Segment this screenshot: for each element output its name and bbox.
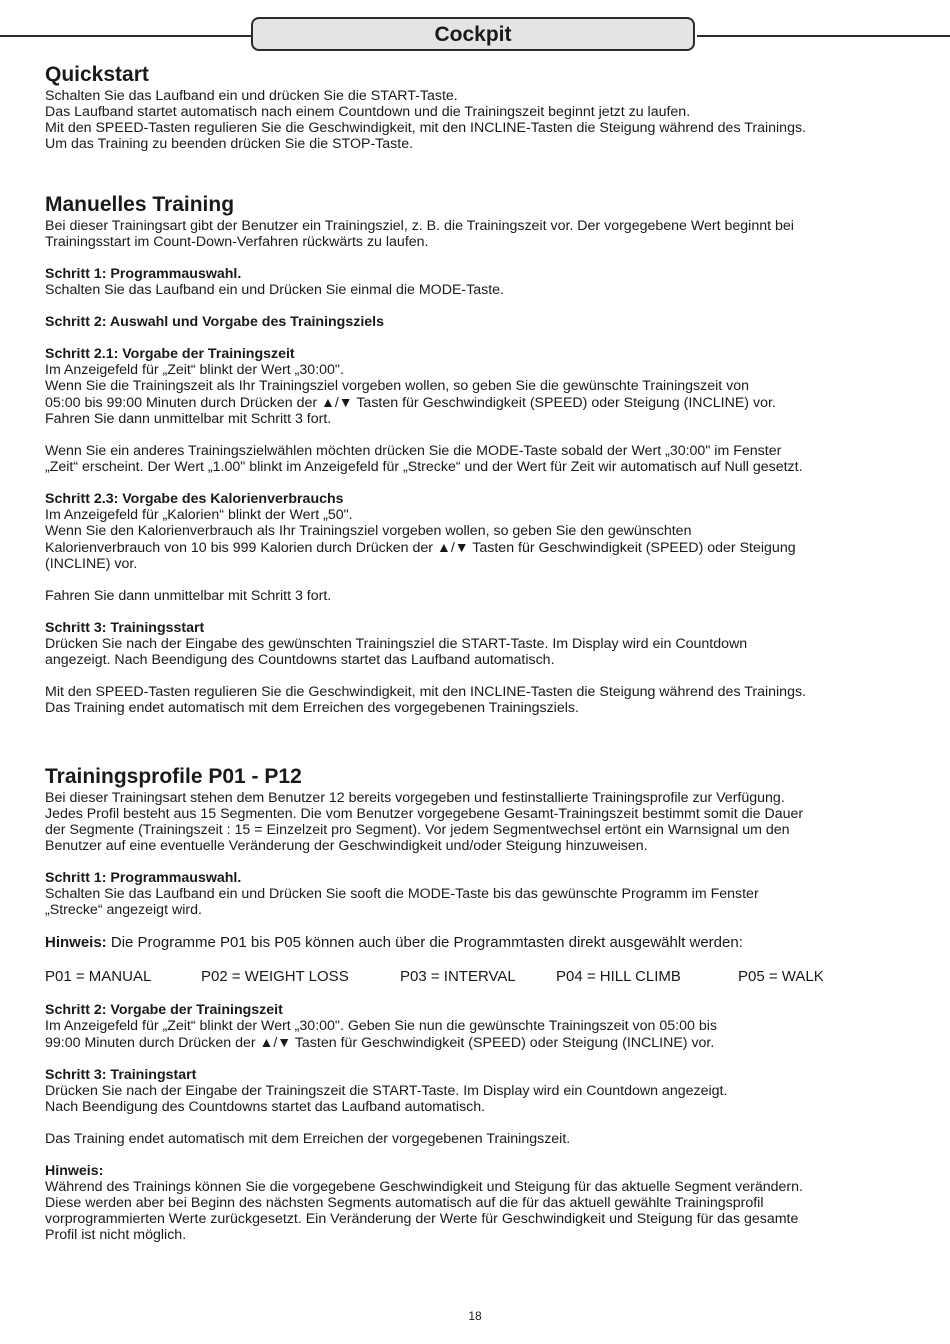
manual-intro-line: Trainingsstart im Count-Down-Verfahren rückwärts zu laufen.	[45, 234, 429, 250]
profiles-step2-line: 99:00 Minuten durch Drücken der ▲/▼ Tasten für Geschwindigkeit (SPEED) oder Steigung (INCLINE) vor.	[45, 1034, 715, 1051]
profiles-intro-line: Benutzer auf eine eventuelle Veränderung der Geschwindigkeit und/oder Steigung hinzuweisen.	[45, 838, 648, 854]
profiles-hint2-line: Während des Trainings können Sie die vorgegebene Geschwindigkeit und Steigung für das aktuelle Segment verändern.	[45, 1179, 803, 1195]
section-title-box	[251, 17, 695, 51]
quickstart-line: Schalten Sie das Laufband ein und drücken Sie die START-Taste.	[45, 88, 458, 104]
manual-step1-text: Schalten Sie das Laufband ein und Drücken Sie einmal die MODE-Taste.	[45, 282, 504, 298]
program-item: P02 = WEIGHT LOSS	[201, 968, 349, 985]
manual-step21-title: Schritt 2.1: Vorgabe der Trainingszeit	[45, 346, 295, 362]
profiles-heading: Trainingsprofile P01 - P12	[45, 765, 302, 788]
manual-end-line: Das Training endet automatisch mit dem Erreichen des vorgegebenen Trainingsziels.	[45, 700, 579, 716]
program-item: P05 = WALK	[738, 968, 824, 985]
manual-step21-line: Fahren Sie dann unmittelbar mit Schritt 3 fort.	[45, 411, 332, 427]
manual-mode-line: „Zeit“ erscheint. Der Wert „1.00" blinkt im Anzeigefeld für „Strecke“ und der Wert für Zeit wir automatisch auf Null gesetzt.	[45, 459, 803, 475]
quickstart-heading: Quickstart	[45, 63, 149, 86]
profiles-hint	[45, 934, 915, 952]
profiles-step1-line: Schalten Sie das Laufband ein und Drücken Sie sooft die MODE-Taste bis das gewünschte Programm im Fenster	[45, 886, 759, 902]
program-item: P03 = INTERVAL	[400, 968, 516, 985]
program-list	[45, 968, 915, 986]
profiles-intro-line: der Segmente (Trainingszeit : 15 = Einzelzeit pro Segment). Vor jedem Segmentwechsel ertönt ein Warnsignal um den	[45, 822, 790, 838]
quickstart-line: Das Laufband startet automatisch nach einem Countdown und die Trainingszeit beginnt jetzt zu laufen.	[45, 104, 691, 120]
manual-step21-line: 05:00 bis 99:00 Minuten durch Drücken der ▲/▼ Tasten für Geschwindigkeit (SPEED) oder Steigung (INCLINE) vor.	[45, 394, 776, 411]
manual-step3-line: angezeigt. Nach Beendigung des Countdowns startet das Laufband automatisch.	[45, 652, 555, 668]
manual-step3-title: Schritt 3: Trainingsstart	[45, 620, 205, 636]
profiles-hint2-line: vorprogrammierten Werte zurückgesetzt. Ein Veränderung der Werte für Geschwindigkeit und Steigung für das gesamte	[45, 1211, 799, 1227]
profiles-step2-title: Schritt 2: Vorgabe der Trainingszeit	[45, 1002, 283, 1018]
arrow-up-down-icon: ▲/▼	[259, 1034, 292, 1050]
arrow-up-down-icon: ▲/▼	[321, 394, 353, 410]
program-item: P01 = MANUAL	[45, 968, 152, 985]
manual-step23-title: Schritt 2.3: Vorgabe des Kalorienverbrauchs	[45, 491, 344, 507]
profiles-step3-line: Drücken Sie nach der Eingabe der Trainingszeit die START-Taste. Im Display wird ein Countdown angezeigt.	[45, 1083, 728, 1099]
manual-step23-line: (INCLINE) vor.	[45, 556, 138, 572]
profiles-intro-line: Bei dieser Trainingsart stehen dem Benutzer 12 bereits vorgegeben und festinstallierte Trainingsprofile zur Verfügung.	[45, 790, 785, 806]
profiles-hint2-line: Profil ist nicht möglich.	[45, 1227, 187, 1243]
manual-mode-line: Wenn Sie ein anderes Trainingszielwählen möchten drücken Sie die MODE-Taste sobald der Wert „30:00" im Fenster	[45, 443, 782, 459]
manual-step3-line: Drücken Sie nach der Eingabe des gewünschten Trainingsziel die START-Taste. Im Display wird ein Countdown	[45, 636, 748, 652]
profiles-step3-line: Nach Beendigung des Countdowns startet das Laufband automatisch.	[45, 1099, 486, 1115]
profiles-end-text: Das Training endet automatisch mit dem Erreichen der vorgegebenen Trainingszeit.	[45, 1131, 571, 1147]
manual-step1-title: Schritt 1: Programmauswahl.	[45, 266, 242, 282]
profiles-intro-line: Jedes Profil besteht aus 15 Segmenten. Die vom Benutzer vorgegebene Gesamt-Trainingszeit bestimmt somit die Dauer	[45, 806, 804, 822]
manual-end-line: Mit den SPEED-Tasten regulieren Sie die Geschwindigkeit, mit den INCLINE-Tasten die Steigung während des Trainings.	[45, 684, 806, 700]
profiles-step1-line: „Strecke“ angezeigt wird.	[45, 902, 202, 918]
manual-step21-line: Wenn Sie die Trainingszeit als Ihr Trainingsziel vorgeben wollen, so geben Sie die gewünschte Trainingszeit von	[45, 378, 749, 394]
page-content	[45, 62, 915, 1243]
quickstart-line: Mit den SPEED-Tasten regulieren Sie die Geschwindigkeit, mit den INCLINE-Tasten die Steigung während des Trainings.	[45, 120, 806, 136]
manual-step2-title: Schritt 2: Auswahl und Vorgabe des Trainingsziels	[45, 314, 384, 330]
profiles-step1-title: Schritt 1: Programmauswahl.	[45, 870, 242, 886]
manual-heading: Manuelles Training	[45, 193, 235, 216]
page-number: 18	[468, 1309, 482, 1323]
manual-intro-line: Bei dieser Trainingsart gibt der Benutzer ein Trainingsziel, z. B. die Trainingszeit vor. Der vorgegebene Wert beginnt bei	[45, 218, 794, 234]
header-rule-left	[0, 35, 252, 37]
profiles-hint-label: Hinweis:	[45, 934, 107, 951]
program-item: P04 = HILL CLIMB	[556, 968, 681, 985]
quickstart-line: Um das Training zu beenden drücken Sie die STOP-Taste.	[45, 136, 414, 152]
manual-step23-line: Kalorienverbrauch von 10 bis 999 Kalorien durch Drücken der ▲/▼ Tasten für Geschwindigkeit (SPEED) oder Steigung	[45, 539, 796, 556]
profiles-hint-text: Die Programme P01 bis P05 können auch über die Programmtasten direkt ausgewählt werden:	[110, 934, 743, 951]
profiles-hint2-line: Diese werden aber bei Beginn des nächsten Segments automatisch auf die für das aktuell gewählte Trainingsprofil	[45, 1195, 764, 1211]
arrow-up-down-icon: ▲/▼	[436, 539, 469, 555]
manual-step23-line: Im Anzeigefeld für „Kalorien“ blinkt der Wert „50".	[45, 507, 353, 523]
profiles-step3-title: Schritt 3: Trainingstart	[45, 1067, 197, 1083]
manual-step23-line: Wenn Sie den Kalorienverbrauch als Ihr Trainingsziel vorgeben wollen, so geben Sie den gewünschten	[45, 523, 692, 539]
profiles-step2-line: Im Anzeigefeld für „Zeit“ blinkt der Wert „30:00". Geben Sie nun die gewünschte Trainingszeit von 05:00 bis	[45, 1018, 717, 1034]
manual-step23-line: Fahren Sie dann unmittelbar mit Schritt 3 fort.	[45, 588, 332, 604]
section-title: Cockpit	[434, 23, 512, 46]
header-rule-right	[697, 35, 950, 37]
profiles-hint2-title: Hinweis:	[45, 1163, 104, 1179]
manual-step21-line: Im Anzeigefeld für „Zeit“ blinkt der Wert „30:00".	[45, 362, 344, 378]
